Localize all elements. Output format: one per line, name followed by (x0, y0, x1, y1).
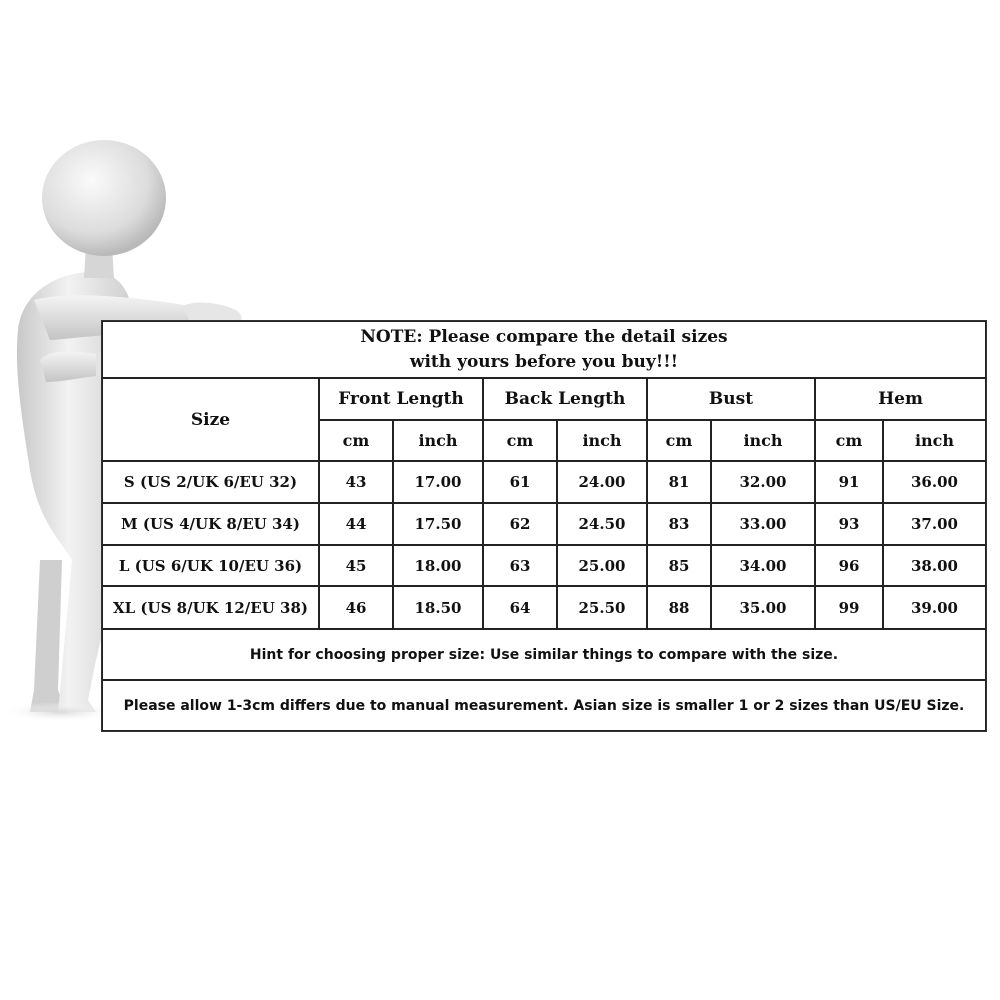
table-cell: 46 (319, 586, 393, 629)
table-row-size: XL (US 8/UK 12/EU 38) (102, 586, 319, 629)
table-cell: 18.00 (393, 545, 483, 586)
table-cell: 18.50 (393, 586, 483, 629)
table-row-size: M (US 4/UK 8/EU 34) (102, 503, 319, 545)
table-cell: 24.50 (557, 503, 647, 545)
table-cell: 32.00 (711, 461, 815, 503)
table-cell: 99 (815, 586, 883, 629)
table-cell: 36.00 (883, 461, 986, 503)
table-row-size: L (US 6/UK 10/EU 36) (102, 545, 319, 586)
unit-cm: cm (319, 420, 393, 461)
note-banner (102, 321, 986, 378)
unit-inch: inch (393, 420, 483, 461)
table-cell: 61 (483, 461, 557, 503)
table-cell: 93 (815, 503, 883, 545)
table-cell: 44 (319, 503, 393, 545)
unit-cm: cm (647, 420, 711, 461)
header-bust: Bust (647, 378, 815, 420)
table-cell: 91 (815, 461, 883, 503)
table-cell: 37.00 (883, 503, 986, 545)
table-cell: 88 (647, 586, 711, 629)
table-cell: 33.00 (711, 503, 815, 545)
unit-cm: cm (483, 420, 557, 461)
table-cell: 63 (483, 545, 557, 586)
table-cell: 34.00 (711, 545, 815, 586)
table-cell: 35.00 (711, 586, 815, 629)
table-cell: 81 (647, 461, 711, 503)
table-cell: 64 (483, 586, 557, 629)
table-cell: 24.00 (557, 461, 647, 503)
table-cell: 96 (815, 545, 883, 586)
unit-cm: cm (815, 420, 883, 461)
unit-inch: inch (711, 420, 815, 461)
table-cell: 85 (647, 545, 711, 586)
table-row-size: S (US 2/UK 6/EU 32) (102, 461, 319, 503)
hint-text: Hint for choosing proper size: Use similar things to compare with the size. (102, 629, 986, 680)
table-cell: 62 (483, 503, 557, 545)
table-cell: 83 (647, 503, 711, 545)
header-hem: Hem (815, 378, 986, 420)
table-cell: 25.00 (557, 545, 647, 586)
unit-inch: inch (557, 420, 647, 461)
table-cell: 45 (319, 545, 393, 586)
table-cell: 17.00 (393, 461, 483, 503)
header-front-length: Front Length (319, 378, 483, 420)
size-chart (101, 320, 987, 732)
disclaimer-text: Please allow 1-3cm differs due to manual measurement. Asian size is smaller 1 or 2 sizes than US/EU Size. (102, 680, 986, 731)
unit-inch: inch (883, 420, 986, 461)
note-line-1: NOTE: Please compare the detail sizes (360, 326, 728, 347)
header-back-length: Back Length (483, 378, 647, 420)
table-cell: 25.50 (557, 586, 647, 629)
size-column-header: Size (102, 378, 319, 461)
table-cell: 39.00 (883, 586, 986, 629)
table-cell: 38.00 (883, 545, 986, 586)
table-cell: 17.50 (393, 503, 483, 545)
table-cell: 43 (319, 461, 393, 503)
note-line-2: with yours before you buy!!! (409, 351, 679, 372)
